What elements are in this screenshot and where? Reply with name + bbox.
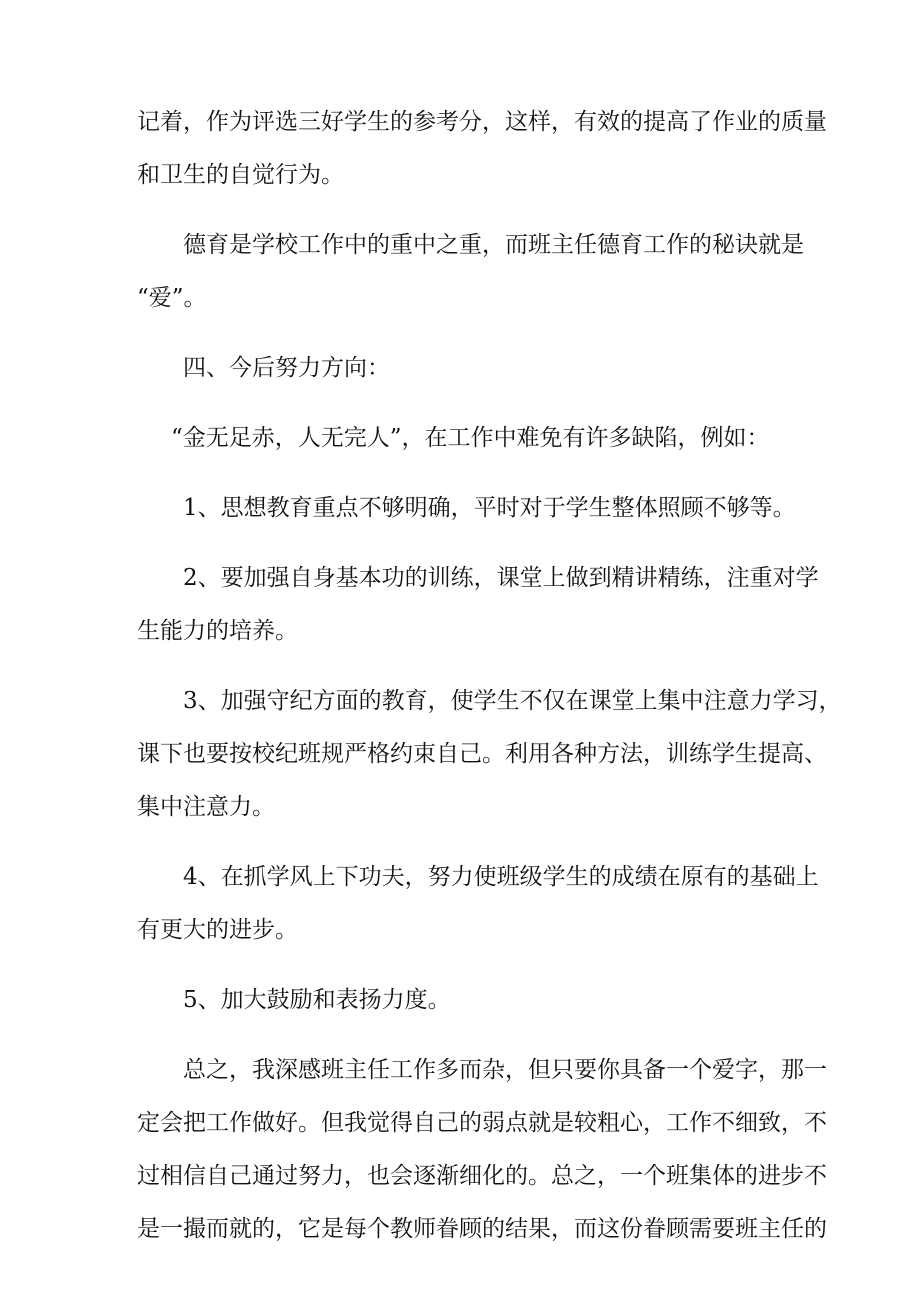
paragraph-line: 2、要加强自身基本功的训练，课堂上做到精讲精练，注重对学 bbox=[183, 565, 819, 591]
paragraph-line: 过相信自己通过努力，也会逐渐细化的。总之，一个班集体的进步不 bbox=[137, 1163, 827, 1189]
paragraph-line: 定会把工作做好。但我觉得自己的弱点就是较粗心，工作不细致，不 bbox=[137, 1110, 827, 1136]
paragraph-line: 课下也要按校纪班规严格约束自己。利用各种方法，训练学生提高、 bbox=[137, 741, 827, 767]
paragraph-line: 总之，我深感班主任工作多而杂，但只要你具备一个爱字，那一 bbox=[183, 1057, 827, 1083]
paragraph-line: 记着，作为评选三好学生的参考分，这样，有效的提高了作业的质量 bbox=[137, 109, 827, 135]
paragraph-line: 4、在抓学风上下功夫，努力使班级学生的成绩在原有的基础上 bbox=[183, 864, 819, 890]
list-item-4 bbox=[137, 851, 819, 957]
paragraph-line: “金无足赤，人无完人”，在工作中难免有许多缺陷，例如： bbox=[171, 425, 770, 451]
paragraph-line: “爱”。 bbox=[137, 285, 207, 311]
paragraph-4 bbox=[137, 412, 797, 465]
paragraph-line: 有更大的进步。 bbox=[137, 917, 298, 943]
paragraph-line: 5、加大鼓励和表扬力度。 bbox=[183, 987, 451, 1013]
paragraph-line: 德育是学校工作中的重中之重，而班主任德育工作的秘诀就是 bbox=[183, 232, 804, 258]
paragraph-line: 四、今后努力方向： bbox=[183, 355, 390, 381]
paragraph-line: 3、加强守纪方面的教育，使学生不仅在课堂上集中注意力学习， bbox=[183, 688, 842, 714]
list-item-5 bbox=[137, 974, 797, 1027]
paragraph-line: 集中注意力。 bbox=[137, 794, 275, 820]
paragraph-1 bbox=[137, 96, 827, 202]
paragraph-line: 是一撮而就的，它是每个教师眷顾的结果，而这份眷顾需要班主任的 bbox=[137, 1216, 827, 1242]
document-body bbox=[137, 96, 842, 1273]
paragraph-line: 生能力的培养。 bbox=[137, 618, 298, 644]
paragraph-line: 1、思想教育重点不够明确，平时对于学生整体照顾不够等。 bbox=[183, 495, 796, 521]
paragraph-line: 和卫生的自觉行为。 bbox=[137, 162, 344, 188]
list-item-2 bbox=[137, 552, 819, 658]
paragraph-2 bbox=[137, 219, 804, 325]
paragraph-conclusion bbox=[137, 1044, 827, 1256]
list-item-3 bbox=[137, 675, 842, 834]
list-item-1 bbox=[137, 482, 797, 535]
section-heading bbox=[137, 342, 797, 395]
